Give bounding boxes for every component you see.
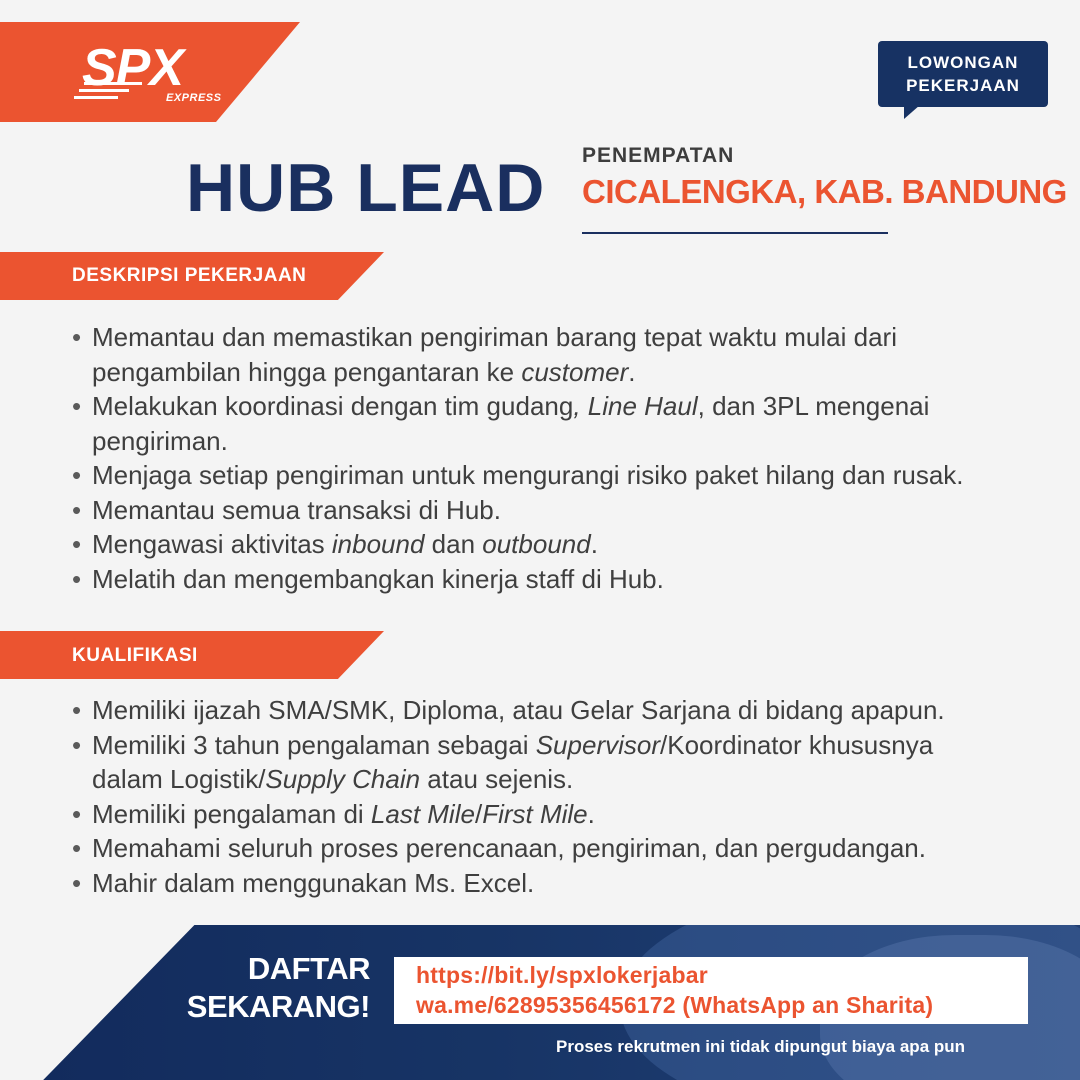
list-item bbox=[70, 728, 1060, 797]
job-title: HUB LEAD bbox=[186, 150, 546, 226]
item-text: Melakukan koordinasi dengan tim gudang bbox=[92, 391, 574, 421]
placement-label: PENEMPATAN bbox=[582, 144, 735, 167]
list-item bbox=[70, 458, 1060, 493]
item-text: . bbox=[590, 529, 598, 559]
bullet-icon: • bbox=[72, 695, 82, 725]
item-text: pengiriman. bbox=[92, 425, 228, 456]
bullet-icon: • bbox=[72, 494, 82, 525]
qualifications-list bbox=[70, 693, 1060, 900]
list-item bbox=[70, 493, 1060, 528]
placement-location: CICALENGKA, KAB. BANDUNG bbox=[582, 173, 1067, 210]
italic-term: Supervisor bbox=[535, 729, 660, 760]
item-text: . bbox=[628, 356, 636, 387]
item-text: pengambilan hingga pengantaran ke bbox=[92, 356, 522, 387]
cta-line-2: SEKARANG! bbox=[186, 989, 370, 1024]
speech-tail-icon bbox=[904, 105, 920, 119]
item-text: dalam Logistik/ bbox=[92, 764, 266, 794]
italic-term: customer bbox=[521, 356, 629, 387]
logo-subtext: EXPRESS bbox=[166, 92, 222, 104]
bullet-icon: • bbox=[72, 867, 82, 898]
item-text: Memiliki pengalaman di bbox=[92, 798, 371, 829]
list-item bbox=[70, 866, 1060, 901]
description-list bbox=[70, 320, 1060, 596]
item-text: Menjaga setiap pengiriman untuk mengurangi risiko paket hilang dan rusak. bbox=[92, 460, 964, 490]
description-heading: DESKRIPSI PEKERJAAN bbox=[72, 265, 307, 286]
cta-line-1: DAFTAR bbox=[247, 951, 370, 986]
item-text: / bbox=[474, 798, 483, 829]
registration-link[interactable]: https://bit.ly/spxlokerjabar bbox=[416, 962, 708, 988]
item-text: Memahami seluruh proses perencanaan, pengiriman, dan pergudangan. bbox=[92, 833, 926, 863]
item-text: Memantau dan memastikan pengiriman barang tepat waktu mulai dari bbox=[92, 322, 897, 352]
item-text: Mahir dalam menggunakan Ms. Excel. bbox=[92, 867, 535, 898]
item-text: Memiliki ijazah SMA/SMK, Diploma, atau Gelar Sarjana di bidang apapun. bbox=[92, 695, 945, 725]
bullet-icon: • bbox=[72, 460, 82, 490]
bullet-icon: • bbox=[72, 529, 82, 559]
bullet-icon: • bbox=[72, 563, 82, 594]
bullet-icon: • bbox=[72, 833, 82, 863]
list-item bbox=[70, 527, 1060, 562]
bullet-icon: • bbox=[72, 798, 82, 829]
badge-line-2: PEKERJAAN bbox=[906, 76, 1020, 95]
italic-term: inbound bbox=[331, 529, 425, 559]
whatsapp-link[interactable]: wa.me/62895356456172 (WhatsApp an Sharita) bbox=[416, 992, 934, 1018]
list-item bbox=[70, 320, 1060, 389]
item-text: dan bbox=[424, 529, 483, 559]
item-text: Memantau semua transaksi di Hub. bbox=[92, 494, 501, 525]
item-text: atau sejenis. bbox=[420, 764, 574, 794]
item-text: Mengawasi aktivitas bbox=[92, 529, 332, 559]
register-now-text bbox=[186, 950, 370, 1026]
italic-term: First Mile bbox=[482, 798, 588, 829]
bullet-icon: • bbox=[72, 391, 82, 421]
item-text: Memiliki 3 tahun pengalaman sebagai bbox=[92, 729, 536, 760]
list-item bbox=[70, 389, 1060, 458]
item-text: , dan 3PL mengenai bbox=[697, 391, 930, 421]
qualifications-heading: KUALIFIKASI bbox=[72, 645, 198, 666]
free-recruitment-disclaimer: Proses rekrutmen ini tidak dipungut biaya apa pun bbox=[556, 1037, 966, 1056]
item-text: /Koordinator khususnya bbox=[660, 729, 934, 760]
list-item bbox=[70, 562, 1060, 597]
job-vacancy-badge bbox=[878, 41, 1048, 107]
italic-term: outbound bbox=[482, 529, 591, 559]
item-text: . bbox=[587, 798, 595, 829]
spx-express-logo bbox=[74, 38, 224, 110]
italic-term: Supply Chain bbox=[265, 764, 421, 794]
item-text: Melatih dan mengembangkan kinerja staff di Hub. bbox=[92, 563, 664, 594]
bullet-icon: • bbox=[72, 322, 82, 352]
links-box bbox=[394, 957, 1028, 1024]
italic-term: Last Mile bbox=[370, 798, 475, 829]
list-item bbox=[70, 831, 1060, 866]
badge-line-1: LOWONGAN bbox=[907, 53, 1019, 72]
logo-wordmark: SPX bbox=[82, 39, 184, 97]
italic-term: , Line Haul bbox=[573, 391, 698, 421]
bullet-icon: • bbox=[72, 729, 82, 760]
list-item bbox=[70, 693, 1060, 728]
list-item bbox=[70, 797, 1060, 832]
placement-divider bbox=[582, 232, 888, 234]
